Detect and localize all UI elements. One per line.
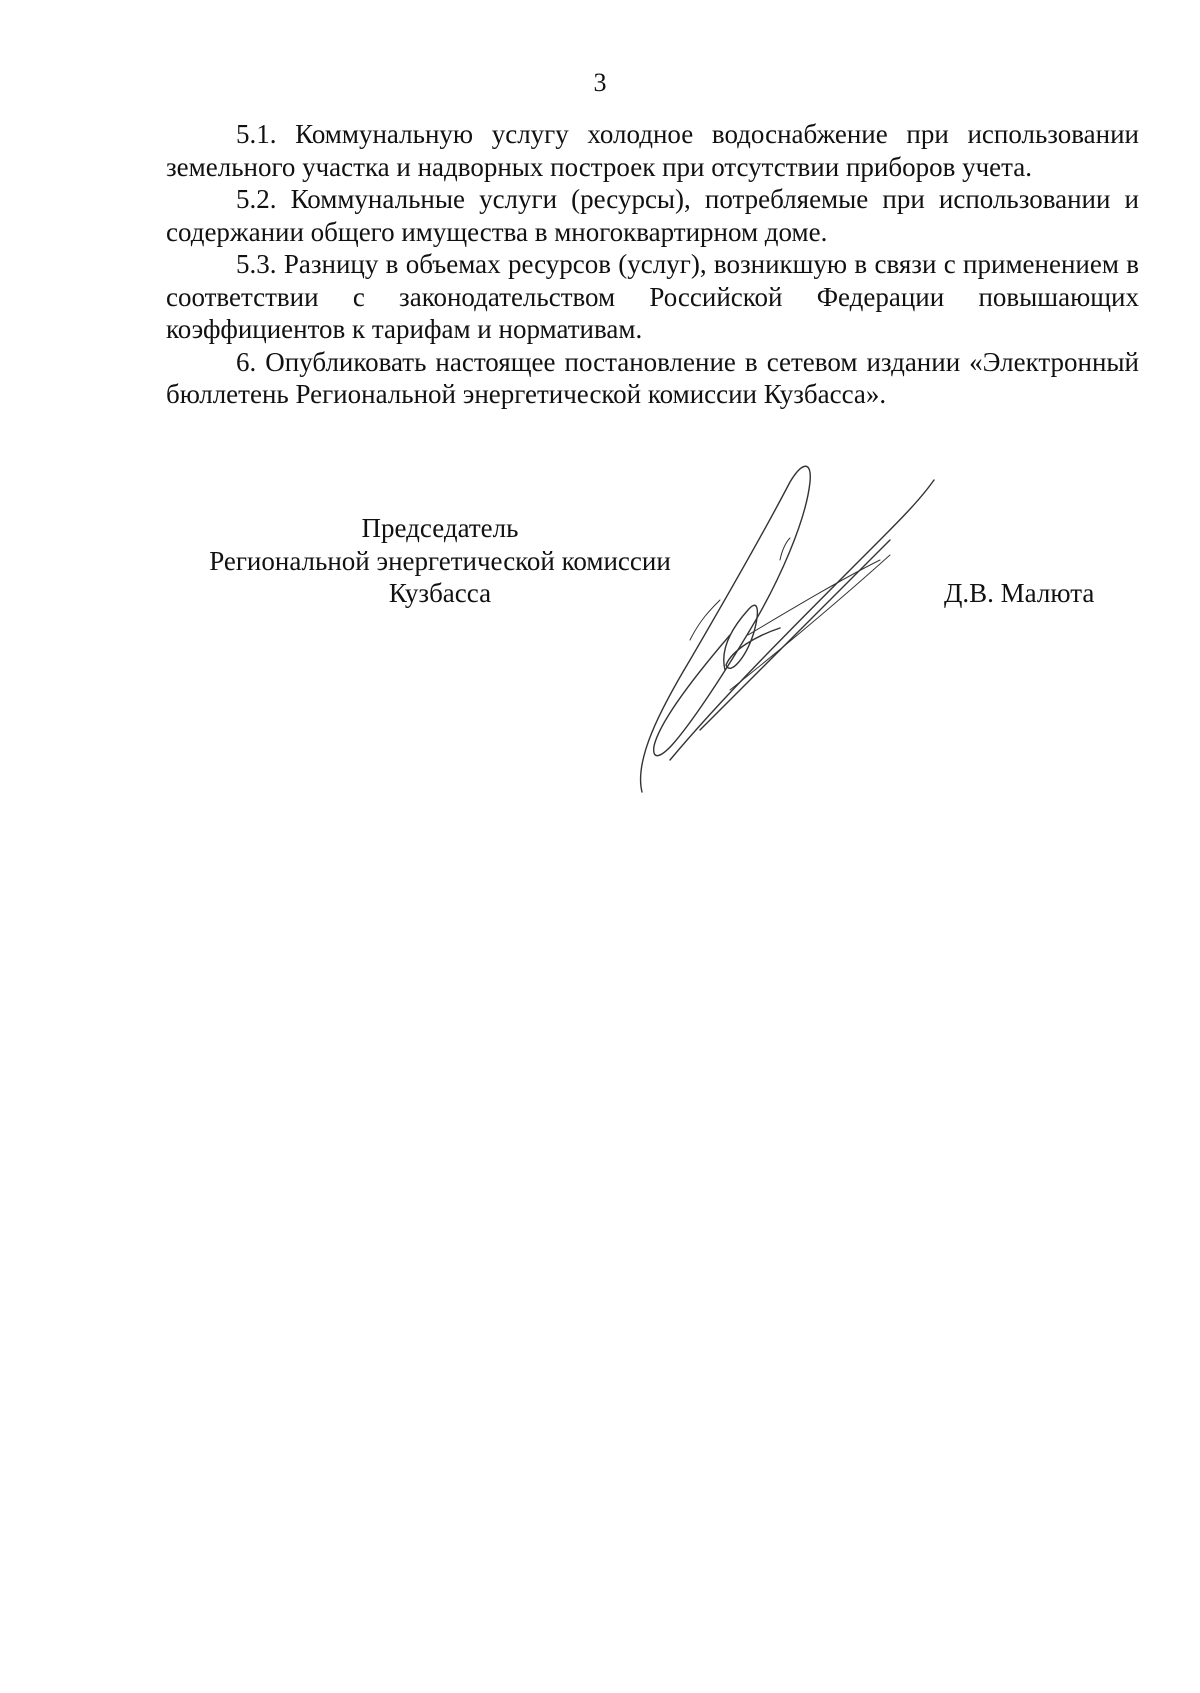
signatory-title-line-1: Председатель (361, 513, 519, 543)
paragraph-5-3: 5.3. Разницу в объемах ресурсов (услуг), возникшую в связи с применением в соответствии с законодательством Российской Федерации повышающих коэффициентов к тарифам и нормативам. (166, 249, 1139, 344)
paragraph-5-1: 5.1. Коммунальную услугу холодное водоснабжение при использовании земельного участка и надворных построек при отсутствии приборов учета. (166, 119, 1139, 182)
paragraph-6: 6. Опубликовать настоящее постановление в сетевом издании «Электронный бюллетень Региональной энергетической комиссии Кузбасса». (166, 346, 1139, 409)
paragraph-5-2: 5.2. Коммунальные услуги (ресурсы), потребляемые при использовании и содержании общего имущества в многоквартирном доме. (166, 184, 1139, 247)
signatory-title-line-2: Региональной энергетической комиссии (209, 545, 671, 576)
page-number: 3 (593, 68, 607, 97)
signer-name: Д.В. Малюта (944, 578, 1095, 608)
document-body (166, 118, 1139, 411)
signatory-title-line-3: Кузбасса (388, 578, 492, 608)
signatory-title (190, 512, 690, 610)
handwritten-signature (630, 460, 990, 830)
